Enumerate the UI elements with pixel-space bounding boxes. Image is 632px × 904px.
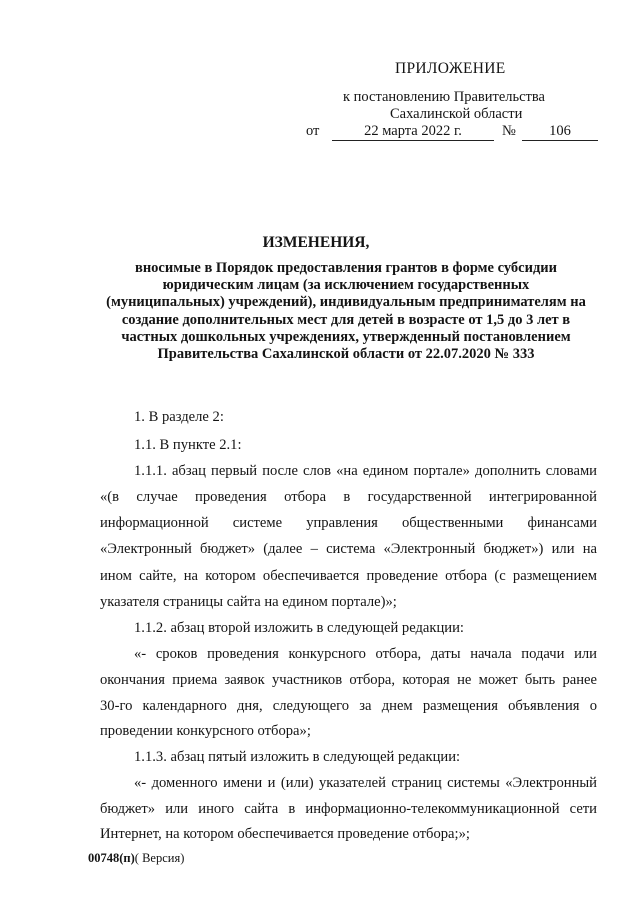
paragraph-line: Интернет, на котором обеспечивается проведение отбора;»; [100,826,470,842]
section-item-1-1-3: 1.1.3. абзац пятый изложить в следующей редакции: [134,749,461,765]
changes-subheading [90,260,602,363]
paragraph-line: «- сроков проведения конкурсного отбора, даты начала подачи или [134,646,597,662]
changes-heading: ИЗМЕНЕНИЯ, [262,234,370,251]
document-footer [88,851,184,866]
paragraph-line: указателя страницы сайта на едином портале)»; [100,594,397,610]
paragraph-line: «Электронный бюджет» (далее – система «Электронный бюджет») или на [100,541,597,557]
number-sign: № [502,123,516,139]
resolution-number: 106 [522,123,598,141]
section-item-1-1-2: 1.1.2. абзац второй изложить в следующей редакции: [134,620,464,636]
paragraph-line: информационной системе управления общественными финансами [100,515,597,531]
appendix-line-region: Сахалинской области [390,106,523,122]
paragraph-line: «- доменного имени и (или) указателей страниц системы «Электронный [134,775,597,791]
subheading-line: юридическим лицам (за исключением государственных [162,277,530,294]
appendix-line-resolution: к постановлению Правительства [343,89,545,105]
resolution-date: 22 марта 2022 г. [332,123,494,141]
document-code: 00748(п) [88,851,135,865]
date-prefix: от [306,123,320,139]
section-item-1: 1. В разделе 2: [134,409,224,425]
document-version: ( Версия) [134,851,185,865]
subheading-line: (муниципальных) учреждений), индивидуальным предпринимателям на [106,294,586,311]
paragraph-line: окончания приема заявок участников отбора, которая не может быть ранее [100,672,597,688]
paragraph-line: 1.1.1. абзац первый после слов «на едином портале» дополнить словами [134,463,597,479]
paragraph-line: 30-го календарного дня, следующего за днем размещения объявления о [100,698,597,714]
paragraph-line: проведении конкурсного отбора»; [100,723,311,739]
subheading-line: вносимые в Порядок предоставления грантов в форме субсидии [134,260,557,276]
subheading-line: частных дошкольных учреждениях, утвержденный постановлением [121,328,571,345]
paragraph-line: бюджет» или иного сайта в информационно-телекоммуникационной сети [100,801,597,817]
paragraph-line: «(в случае проведения отбора в государственной интегрированной [100,489,597,505]
appendix-title: ПРИЛОЖЕНИЕ [395,60,506,77]
subheading-line: Правительства Сахалинской области от 22.07.2020 № 333 [157,346,535,363]
subheading-line: создание дополнительных мест для детей в возрасте от 1,5 до 3 лет в [121,311,571,328]
paragraph-line: ином сайте, на котором обеспечивается проведение отбора (с размещением [100,568,597,584]
section-item-1-1: 1.1. В пункте 2.1: [134,437,242,453]
